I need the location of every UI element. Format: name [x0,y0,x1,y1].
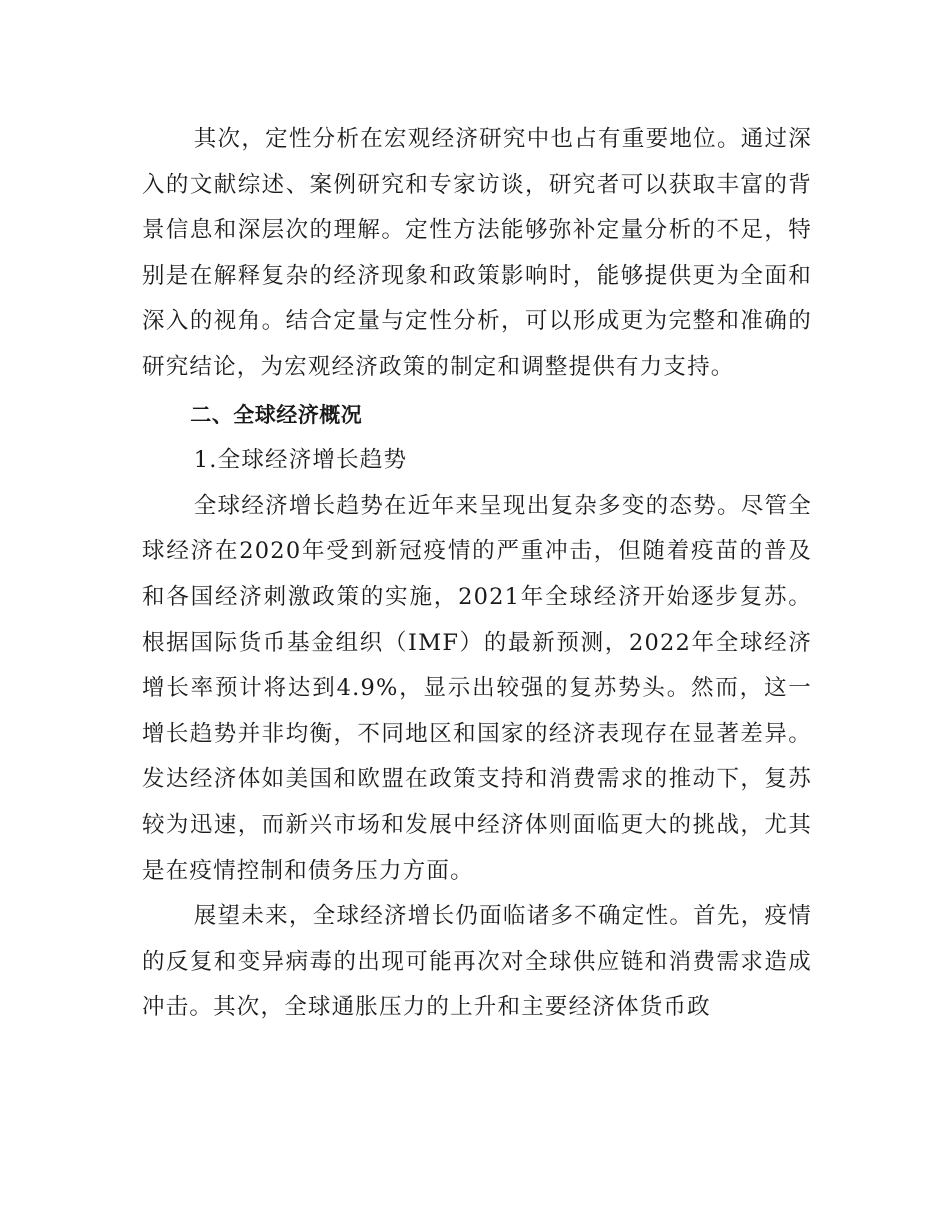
subsection-heading: 1.全球经济增长趋势 [193,447,408,474]
paragraph-qualitative-analysis: 其次，定性分析在宏观经济研究中也占有重要地位。通过深入的文献综述、案例研究和专家访谈，研究者可以获取丰富的背景信息和深层次的理解。定性方法能够弥补定量分析的不足，特别是在解释复杂的经济现象和政策影响时，能够提供更为全面和深入的视角。结合定量与定性分析，可以形成更为完整和准确的研究结论，为宏观经济政策的制定和调整提供有力支持。 [142,126,812,380]
document-body [142,117,812,1031]
section-heading: 二、全球经济概况 [190,402,363,427]
paragraph-outlook: 展望未来，全球经济增长仍面临诸多不确定性。首先，疫情的反复和变异病毒的出现可能再次对全球供应链和消费需求造成冲击。其次，全球通胀压力的上升和主要经济体货币政 [142,903,812,1021]
paragraph-growth-trend: 全球经济增长趋势在近年来呈现出复杂多变的态势。尽管全球经济在2020年受到新冠疫情的严重冲击，但随着疫苗的普及和各国经济刺激政策的实施，2021年全球经济开始逐步复苏。根据国际货币基金组织（IMF）的最新预测，2022年全球经济增长率预计将达到4.9%，显示出较强的复苏势头。然而，这一增长趋势并非均衡，不同地区和国家的经济表现存在显著差异。发达经济体如美国和欧盟在政策支持和消费需求的推动下，复苏较为迅速，而新兴市场和发展中经济体则面临更大的挑战，尤其是在疫情控制和债务压力方面。 [142,492,812,884]
